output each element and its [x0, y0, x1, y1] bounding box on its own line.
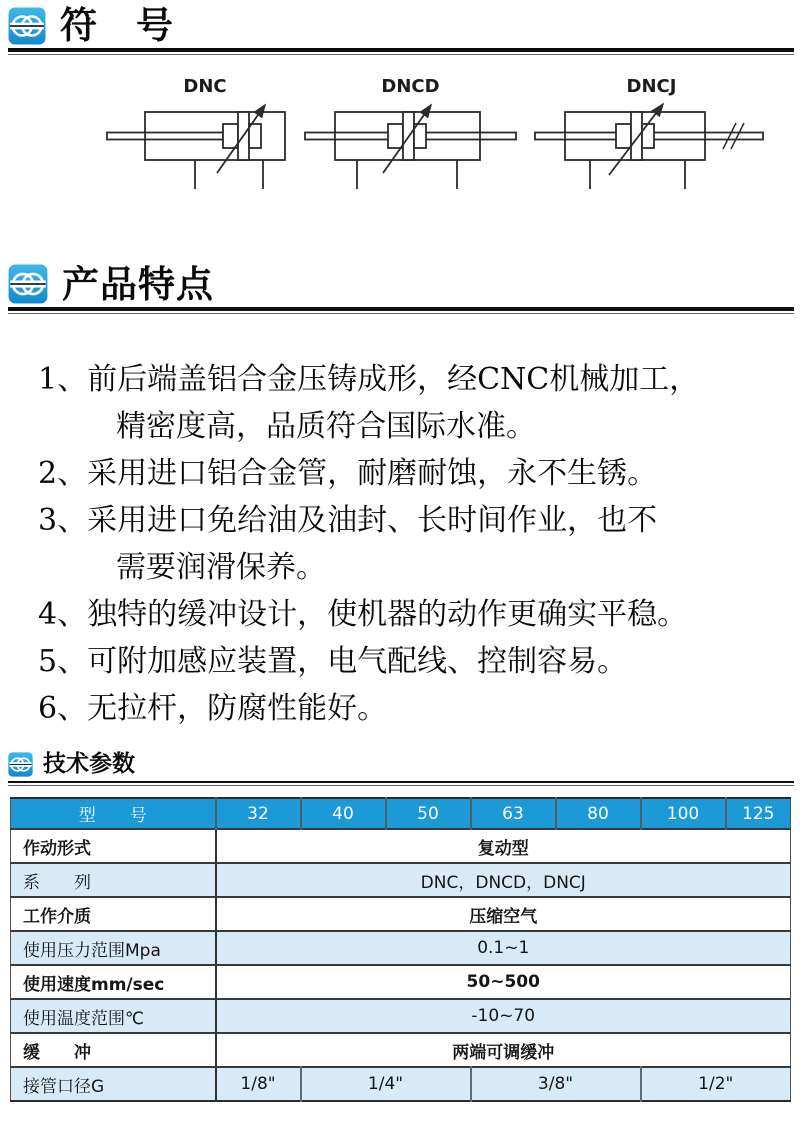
dncd-label: DNCD	[381, 76, 440, 97]
table-row-port-size	[11, 1067, 791, 1101]
table-row-action-type	[11, 829, 791, 863]
feature-line: 4、独特的缓冲设计，使机器的动作更确实平稳。	[38, 597, 688, 632]
table-row-pressure-range	[11, 931, 791, 965]
row-label: 作动形式	[11, 829, 216, 863]
row-label: 使用温度范围℃	[11, 999, 216, 1033]
port-size-cell: 1/8"	[240, 1074, 276, 1094]
table-header-row	[11, 798, 791, 829]
header-col-100: 100	[641, 798, 726, 829]
section-title-features: 产品特点	[62, 262, 214, 307]
row-value: -10~70	[471, 1006, 536, 1026]
symbol-diagrams	[0, 76, 800, 196]
port-size-cell: 1/2"	[641, 1067, 791, 1101]
row-label: 使用压力范围Mpa	[11, 931, 216, 965]
row-label: 工作介质	[11, 897, 216, 931]
dncj-symbol	[533, 76, 770, 199]
section-rule	[8, 781, 794, 783]
dnc-symbol	[105, 76, 305, 199]
section-rule-thin	[8, 313, 794, 314]
row-value: 两端可调缓冲	[452, 1042, 555, 1063]
features-list	[38, 358, 778, 734]
table-row-series	[11, 863, 791, 897]
dncd-symbol-diagram	[303, 99, 518, 199]
spec-table	[10, 797, 791, 1102]
section-specs	[8, 752, 794, 786]
section-symbols	[8, 3, 794, 55]
row-value: 50~500	[466, 972, 540, 992]
row-label: 使用速度mm/sec	[11, 965, 216, 999]
row-label: 接管口径G	[11, 1067, 216, 1101]
feature-line: 2、采用进口铝合金管，耐磨耐蚀，永不生锈。	[38, 456, 658, 491]
brand-logo-icon	[8, 7, 46, 45]
header-col-80: 80	[556, 798, 641, 829]
table-row-speed	[11, 965, 791, 999]
header-col-63: 63	[471, 798, 556, 829]
feature-line: 6、无拉杆，防腐性能好。	[38, 691, 388, 726]
header-col-50: 50	[386, 798, 471, 829]
feature-line: 精密度高，品质符合国际水准。	[116, 409, 536, 444]
table-row-temperature-range	[11, 999, 791, 1033]
port-size-cell: 1/4"	[301, 1067, 471, 1101]
section-rule	[8, 307, 794, 311]
section-title-symbols: 符 号	[60, 3, 174, 47]
feature-line: 1、前后端盖铝合金压铸成形，经CNC机械加工，	[38, 362, 700, 397]
header-col-32: 32	[216, 798, 301, 829]
port-size-cell: 3/8"	[471, 1067, 641, 1101]
dncj-symbol-diagram	[533, 99, 770, 199]
dncd-symbol	[303, 76, 518, 199]
brand-logo-icon	[8, 752, 33, 777]
feature-line: 5、可附加感应装置，电气配线、控制容易。	[38, 644, 628, 679]
row-value: DNC，DNCD，DNCJ	[420, 872, 586, 893]
table-row-cushion	[11, 1033, 791, 1067]
section-rule-thin	[8, 54, 794, 55]
section-features	[8, 264, 794, 314]
section-title-specs: 技术参数	[43, 750, 135, 778]
dncj-label: DNCJ	[626, 76, 677, 97]
header-col-40: 40	[301, 798, 386, 829]
row-value: 0.1~1	[477, 938, 530, 958]
table-row-medium	[11, 897, 791, 931]
section-rule-thin	[8, 785, 794, 786]
section-rule	[8, 48, 794, 52]
row-label: 系 列	[11, 863, 216, 897]
dnc-symbol-diagram	[105, 99, 305, 199]
row-value: 复动型	[477, 838, 529, 859]
feature-line: 需要润滑保养。	[116, 550, 326, 585]
header-model-label: 型 号	[11, 798, 216, 829]
header-col-125: 125	[726, 798, 791, 829]
feature-line: 3、采用进口免给油及油封、长时间作业，也不	[38, 503, 658, 538]
dnc-label: DNC	[183, 76, 227, 97]
row-value: 压缩空气	[469, 906, 538, 927]
row-label: 缓 冲	[11, 1033, 216, 1067]
brand-logo-icon	[8, 264, 48, 304]
